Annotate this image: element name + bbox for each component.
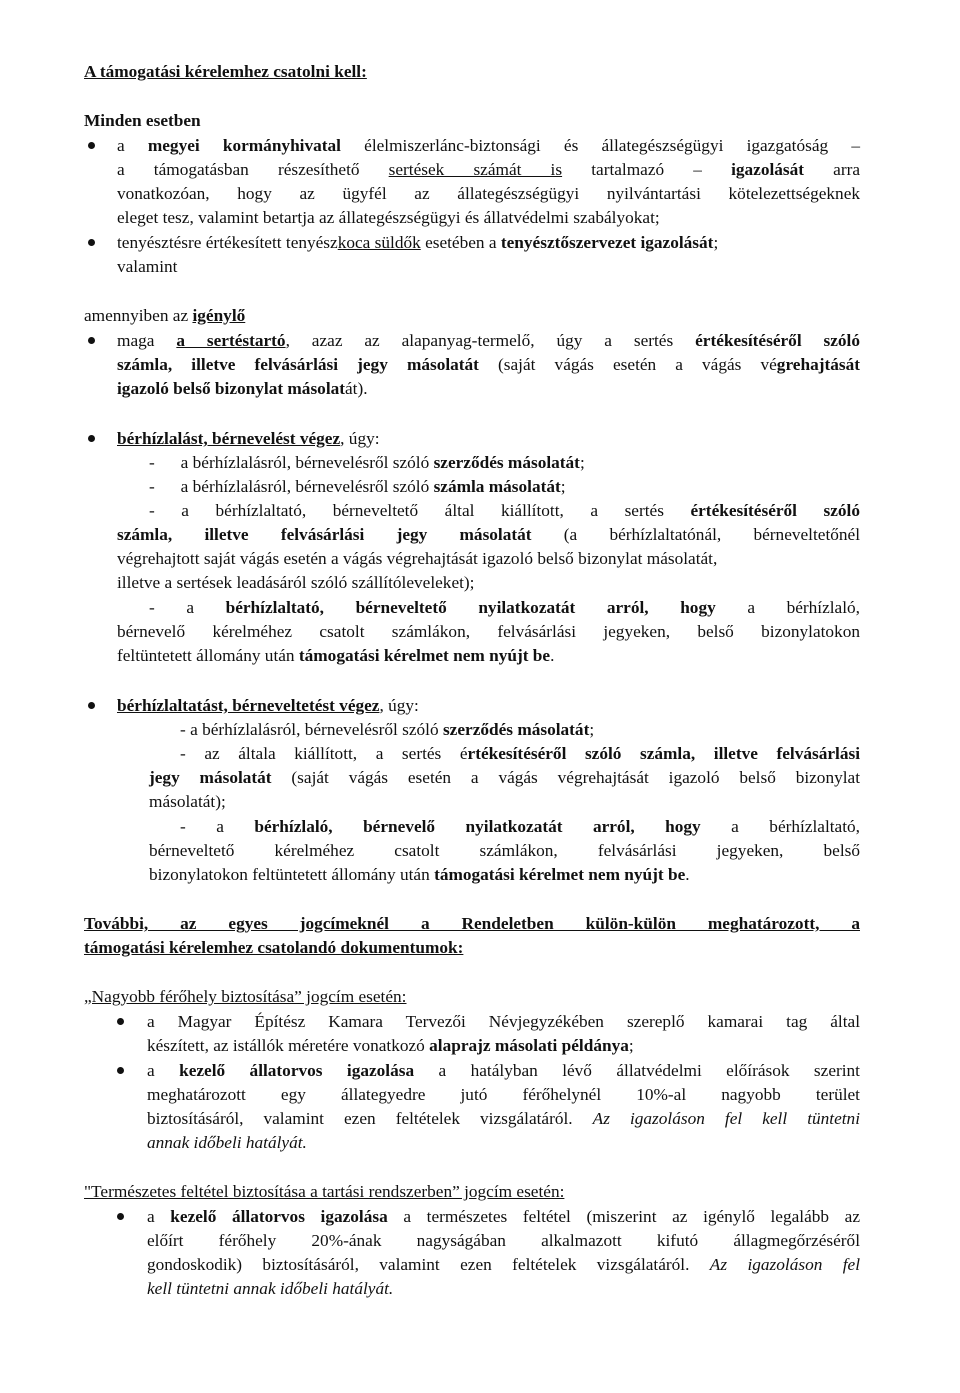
berhizlaltatast-d3: jegy másolatát (saját vágás esetén a vágás végrehajtását igazoló belső bizonylat xyxy=(149,768,860,787)
termeszetes-b1-line2: előírt férőhely 20%-ának nagyságában alkalmazott kifutó állagmegőrzéséről xyxy=(147,1231,860,1250)
minden-b1-line1: a megyei kormányhivatal élelmiszerlánc-biztonsági és állategészségügyi igazgatóság – xyxy=(117,136,860,155)
nagyobb-b2-line4: annak időbeli hatályát. xyxy=(147,1133,307,1152)
berhizlaltatast-d4: másolatát); xyxy=(149,792,226,811)
bullet xyxy=(117,1018,124,1025)
berhizlalast-d7: - a bérhízlaltató, bérneveltető nyilatkozatát arról, hogy a bérhízlaló, xyxy=(149,598,860,617)
berhizlaltatast-d5: - a bérhízlaló, bérnevelő nyilatkozatát arról, hogy a bérhízlaltató, xyxy=(180,817,860,836)
maga-line3: igazoló belső bizonylat másolatát). xyxy=(117,379,368,398)
nagyobb-b1-line1: a Magyar Építész Kamara Tervezői Névjegyzékében szereplő kamarai tag által xyxy=(147,1012,860,1031)
minden-b1-line4: eleget tesz, valamint betartja az állategészségügyi és állatvédelmi szabályokat; xyxy=(117,208,660,227)
berhizlalast-d8: bérnevelő kérelméhez csatolt számlákon, felvásárlási jegyeken, belső bizonylatokon xyxy=(117,622,860,641)
nagyobb-b1-line2: készített, az istállók méretére vonatkozó alaprajz másolati példánya; xyxy=(147,1036,634,1055)
maga-line1: maga a sertéstartó, azaz az alapanyag-termelő, úgy a sertés értékesítéséről szóló xyxy=(117,331,860,350)
nagyobb-b2-line2: meghatározott egy állategyedre jutó férőhelynél 10%-al nagyobb terület xyxy=(147,1085,860,1104)
bullet xyxy=(117,1213,124,1220)
berhizlaltatast-d6: bérneveltető kérelméhez csatolt számlákon, felvásárlási jegyeken, belső xyxy=(149,841,860,860)
page-heading: A támogatási kérelemhez csatolni kell: xyxy=(84,62,367,81)
bullet xyxy=(117,1067,124,1074)
minden-b2-line2: valamint xyxy=(117,257,178,276)
tovabbi-line2: támogatási kérelemhez csatolandó dokumentumok: xyxy=(84,938,464,957)
berhizlaltatast-d1: - a bérhízlalásról, bérnevelésről szóló szerződés másolatát; xyxy=(180,720,595,739)
bullet xyxy=(88,239,95,246)
minden-b1-line3: vonatkozóan, hogy az ügyfél az állategészségügyi nyilvántartási kötelezettségeknek xyxy=(117,184,860,203)
termeszetes-title: "Természetes feltétel biztosítása a tartási rendszerben” jogcím esetén: xyxy=(84,1182,565,1201)
bullet xyxy=(88,435,95,442)
berhizlaltatast-d2: - az általa kiállított, a sertés értékesítéséről szóló számla, illetve felvásárlási xyxy=(180,744,860,763)
berhizlaltatast-d7: bizonylatokon feltüntetett állomány után támogatási kérelmet nem nyújt be. xyxy=(149,865,690,884)
maga-line2: számla, illetve felvásárlási jegy másolatát (saját vágás esetén a vágás végrehajtását xyxy=(117,355,860,374)
berhizlalast-d3: - a bérhízlaltató, bérneveltető által kiállított, a sertés értékesítéséről szóló xyxy=(149,501,860,520)
nagyobb-b2-line1: a kezelő állatorvos igazolása a hatályban lévő állatvédelmi előírások szerint xyxy=(147,1061,860,1080)
amennyiben-line: amennyiben az igénylő xyxy=(84,306,246,325)
berhizlalast-d9: feltüntetett állomány után támogatási kérelmet nem nyújt be. xyxy=(117,646,555,665)
nagyobb-b2-line3: biztosításáról, valamint ezen feltételek vizsgálatáról. Az igazoláson fel kell tüntetni xyxy=(147,1109,860,1128)
section-title-minden: Minden esetben xyxy=(84,111,201,130)
termeszetes-b1-line4: kell tüntetni annak időbeli hatályát. xyxy=(147,1279,394,1298)
berhizlalast-d6: illetve a sertések leadásáról szóló szállítóleveleket); xyxy=(117,573,475,592)
bullet xyxy=(88,337,95,344)
berhizlalast-d5: végrehajtott saját vágás esetén a vágás végrehajtását igazoló belső bizonylat másolatát, xyxy=(117,549,718,568)
tovabbi-line1: További, az egyes jogcímeknél a Rendeletben külön-külön meghatározott, a xyxy=(84,914,860,933)
berhizlalast-d4: számla, illetve felvásárlási jegy másolatát (a bérhízlaltatónál, bérneveltetőnél xyxy=(117,525,861,544)
termeszetes-b1-line3: gondoskodik) biztosításáról, valamint ezen feltételek vizsgálatáról. Az igazoláson fel xyxy=(147,1255,861,1274)
berhizlalast-d2: - a bérhízlalásról, bérnevelésről szóló számla másolatát; xyxy=(149,477,566,496)
nagyobb-title: „Nagyobb férőhely biztosítása” jogcím esetén: xyxy=(84,987,407,1006)
minden-b1-line2: a támogatásban részesíthető sertések számát is tartalmazó – igazolását arra xyxy=(117,160,861,179)
berhizlalast-d1: - a bérhízlalásról, bérnevelésről szóló szerződés másolatát; xyxy=(149,453,585,472)
berhizlaltatast-head: bérhízlaltatást, bérneveltetést végez, úgy: xyxy=(117,696,419,715)
bullet xyxy=(88,142,95,149)
minden-b2-line1: tenyésztésre értékesített tenyészkoca süldők esetében a tenyésztőszervezet igazolását; xyxy=(117,233,719,252)
berhizlalast-head: bérhízlalást, bérnevelést végez, úgy: xyxy=(117,429,380,448)
bullet xyxy=(88,702,95,709)
termeszetes-b1-line1: a kezelő állatorvos igazolása a természetes feltétel (miszerint az igénylő legalább az xyxy=(147,1207,860,1226)
